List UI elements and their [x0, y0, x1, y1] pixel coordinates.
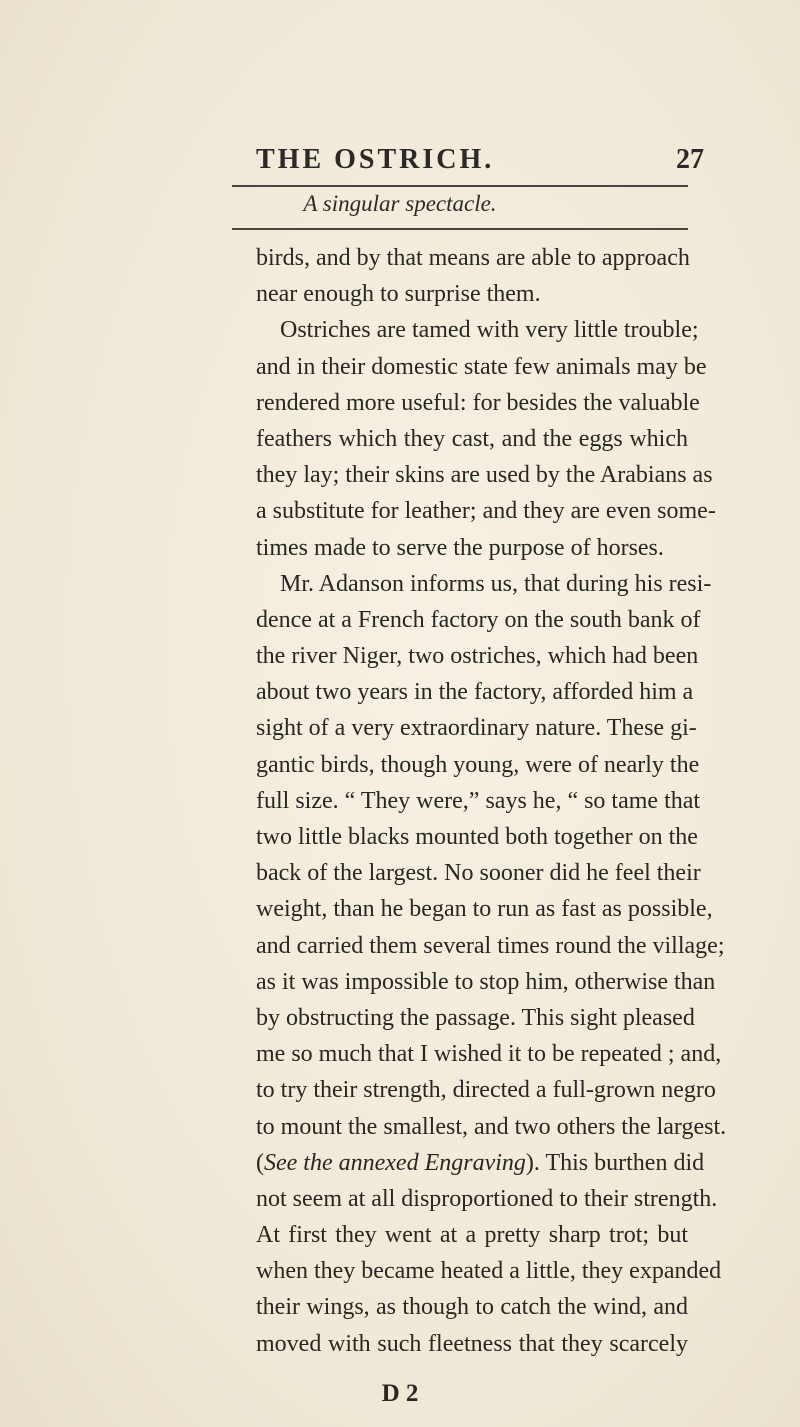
page-number: 27	[676, 144, 704, 175]
text-line: At first they went at a pretty sharp trot; but	[256, 1222, 688, 1249]
text-line: (See the annexed Engraving). This burthen did	[256, 1149, 705, 1176]
text-line: and in their domestic state few animals may be	[256, 353, 707, 380]
text-line: two little blacks mounted both together on the	[256, 824, 698, 850]
header-rule-top	[232, 185, 688, 187]
text-line: to try their strength, directed a full-grown negro	[256, 1077, 716, 1104]
engraving-reference: See the annexed Engraving	[264, 1149, 526, 1176]
text-line: and carried them several times round the village;	[256, 932, 725, 959]
text-line: the river Niger, two ostriches, which had been	[256, 643, 699, 670]
text-line: when they became heated a little, they expanded	[256, 1258, 722, 1285]
text-line: gantic birds, though young, were of nearly the	[256, 751, 700, 778]
text-line: to mount the smallest, and two others the largest.	[256, 1113, 727, 1140]
running-head	[0, 144, 800, 184]
text-line: they lay; their skins are used by the Arabians as	[256, 462, 713, 489]
body-text	[256, 240, 727, 1362]
running-head-title: THE OSTRICH.	[256, 144, 495, 175]
text-line: sight of a very extraordinary nature. These gi-	[256, 715, 697, 742]
text-line: feathers which they cast, and the eggs which	[256, 425, 688, 452]
text-line: Ostriches are tamed with very little trouble;	[280, 317, 699, 344]
text-line: not seem at all disproportioned to their strength.	[256, 1185, 718, 1212]
signature-mark: D 2	[381, 1380, 419, 1407]
text-line: Mr. Adanson informs us, that during his resi-	[280, 570, 712, 597]
text-line: about two years in the factory, afforded him a	[256, 679, 694, 706]
text-line: near enough to surprise them.	[256, 281, 541, 308]
text-line: dence at a French factory on the south bank of	[256, 606, 701, 633]
text-line: rendered more useful: for besides the valuable	[256, 389, 700, 416]
text-line: as it was impossible to stop him, otherwise than	[256, 968, 716, 995]
text-line: moved with such fleetness that they scarcely	[256, 1330, 688, 1357]
text-line: birds, and by that means are able to approach	[256, 245, 690, 271]
header-rule-bottom	[232, 228, 688, 230]
text-line: their wings, as though to catch the wind, and	[256, 1294, 688, 1321]
text-line: weight, than he began to run as fast as possible,	[256, 896, 713, 923]
text-line: full size. “ They were,” says he, “ so tame that	[256, 787, 701, 814]
text-line: times made to serve the purpose of horses.	[256, 534, 664, 561]
side-note: A singular spectacle.	[303, 191, 497, 216]
text-line: by obstructing the passage. This sight pleased	[256, 1004, 695, 1031]
text-line: back of the largest. No sooner did he feel their	[256, 860, 701, 887]
text-line: a substitute for leather; and they are even some-	[256, 498, 716, 525]
text-line: me so much that I wished it to be repeated ; and,	[256, 1041, 722, 1068]
